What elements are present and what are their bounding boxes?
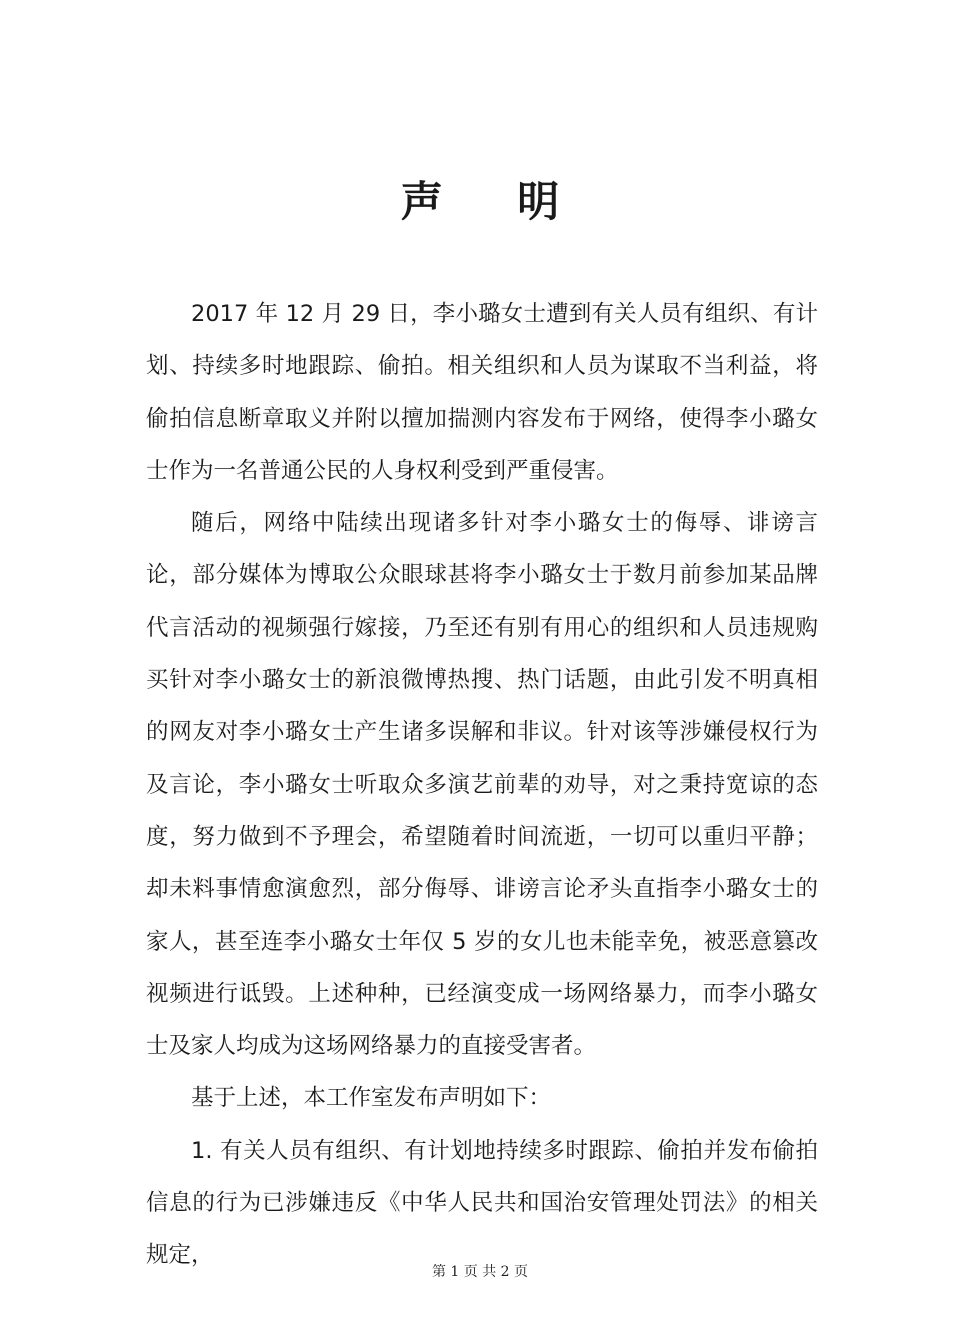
document-title: 声 明 [400, 177, 590, 226]
document-body [146, 288, 818, 1282]
paragraph-1: 2017 年 12 月 29 日，李小璐女士遭到有关人员有组织、有计划、持续多时地跟踪、偷拍。相关组织和人员为谋取不当利益，将偷拍信息断章取义并附以擅加揣测内容发布于网络，使得李小璐女士作为一名普通公民的人身权利受到严重侵害。 [146, 301, 818, 484]
paragraph-3: 基于上述，本工作室发布声明如下： [191, 1085, 552, 1112]
paragraph-4: 1. 有关人员有组织、有计划地持续多时跟踪、偷拍并发布偷拍信息的行为已涉嫌违反《中华人民共和国治安管理处罚法》的相关规定， [146, 1137, 818, 1269]
paragraph-2: 随后，网络中陆续出现诸多针对李小璐女士的侮辱、诽谤言论，部分媒体为博取公众眼球甚将李小璐女士于数月前参加某品牌代言活动的视频强行嫁接，乃至还有别有用心的组织和人员违规购买针对李小璐女士的新浪微博热搜、热门话题，由此引发不明真相的网友对李小璐女士产生诸多误解和非议。针对该等涉嫌侵权行为及言论，李小璐女士听取众多演艺前辈的劝导，对之秉持宽谅的态度，努力做到不予理会，希望随着时间流逝，一切可以重归平静；却未料事情愈演愈烈，部分侮辱、诽谤言论矛头直指李小璐女士的家人，甚至连李小璐女士年仅 5 岁的女儿也未能幸免，被恶意篡改视频进行诋毁。上述种种，已经演变成一场网络暴力，而李小璐女士及家人均成为这场网络暴力的直接受害者。 [146, 510, 818, 1060]
page-number-footer: 第 1 页 共 2 页 [431, 1264, 529, 1280]
